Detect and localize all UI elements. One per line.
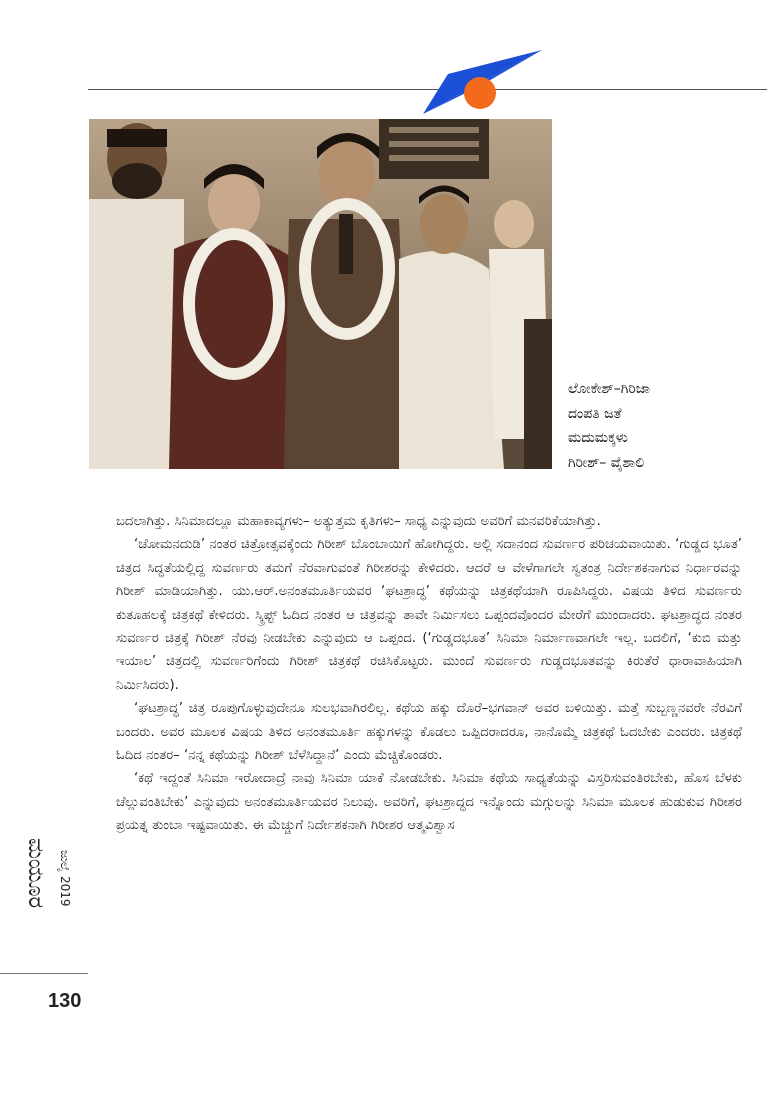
caption-line: ಲೋಕೇಶ್–ಗಿರಿಜಾ	[568, 381, 651, 397]
article-paragraph: ‘ಚೋಮನದುಡಿ’ ನಂತರ ಚಿತ್ರೋತ್ಸವಕ್ಕೆಂದು ಗಿರೀಶ್ ಬೊಂಬಾಯಿಗೆ ಹೋಗಿದ್ದರು. ಅಲ್ಲಿ ಸದಾನಂದ ಸುವರ್ಣರ ಪರಿಚಯವಾಯಿತು. ‘ಗುಡ್ಡದ ಭೂತ’ ಚಿತ್ರದ ಸಿದ್ಧತೆಯಲ್ಲಿದ್ದ ಸುವರ್ಣರು ತಮಗೆ ನೆರವಾಗುವಂತೆ ಗಿರೀಶರನ್ನು ಕೇಳಿದರು. ಆದರೆ ಆ ವೇಳೆಗಾಗಲೇ ಸ್ವತಂತ್ರ ನಿರ್ದೇಶಕನಾಗುವ ನಿರ್ಧಾರವನ್ನು ಗಿರೀಶ್ ಮಾಡಿಯಾಗಿತ್ತು. ಯು.ಆರ್.ಅನಂತಮೂರ್ತಿಯವರ ‘ಘಟಶ್ರಾದ್ಧ’ ಕಥೆಯನ್ನು ಚಿತ್ರಕಥೆಯಾಗಿ ರೂಪಿಸಿದ್ದರು. ವಿಷಯ ತಿಳಿದ ಸುವರ್ಣರು ಕುತೂಹಲಕ್ಕೆ ಚಿತ್ರಕಥೆ ಕೇಳಿದರು. ಸ್ಕ್ರಿಪ್ಟ್ ಓದಿದ ನಂತರ ಆ ಚಿತ್ರವನ್ನು ತಾವೇ ನಿರ್ಮಿಸಲು ಒಪ್ಪಂದವೊಂದರ ಮೇರೆಗೆ ಮುಂದಾದರು. ಘಟಶ್ರಾದ್ಧದ ನಂತರ ಸುವರ್ಣರ ಚಿತ್ರಕ್ಕೆ ಗಿರೀಶ್ ನೆರವು ನೀಡಬೇಕು ಎನ್ನುವುದು ಆ ಒಪ್ಪಂದ. (‘ಗುಡ್ಡದಭೂತ’ ಸಿನಿಮಾ ನಿರ್ಮಾಣವಾಗಲೇ ಇಲ್ಲ. ಬದಲಿಗೆ, ‘ಕುಬಿ ಮತ್ತು ಇಯಾಲ’ ಚಿತ್ರದಲ್ಲಿ ಸುವರ್ಣರಿಗೆಂದು ಗಿರೀಶ್ ಚಿತ್ರಕಥೆ ರಚಿಸಿಕೊಟ್ಟರು. ಮುಂದೆ ಸುವರ್ಣರು ಗುಡ್ಡದಭೂತವನ್ನು ಕಿರುತೆರೆ ಧಾರಾವಾಹಿಯಾಗಿ ನಿರ್ಮಿಸಿದರು).	[116, 537, 742, 693]
article-paragraph: ‘ಕಥೆ ಇದ್ದಂತೆ ಸಿನಿಮಾ ಇರೋದಾದ್ರೆ ನಾವು ಸಿನಿಮಾ ಯಾಕೆ ನೋಡಬೇಕು. ಸಿನಿಮಾ ಕಥೆಯ ಸಾಧ್ಯತೆಯನ್ನು ವಿಸ್ತರಿಸುವಂತಿರಬೇಕು, ಹೊಸ ಬೆಳಕು ಚೆಲ್ಲುವಂತಿಬೇಕು’ ಎನ್ನುವುದು ಅನಂತಮೂರ್ತಿಯವರ ನಿಲುವು. ಅವರಿಗೆ, ಘಟಶ್ರಾದ್ಧದ ಇನ್ನೊಂದು ಮಗ್ಗುಲನ್ನು ಸಿನಿಮಾ ಮೂಲಕ ಹುಡುಕುವ ಗಿರೀಶರ ಪ್ರಯತ್ನ ತುಂಬಾ ಇಷ್ಟವಾಯಿತು. ಈ ಮೆಚ್ಚುಗೆ ನಿರ್ದೇಶಕನಾಗಿ ಗಿರೀಶರ ಆತ್ಮವಿಶ್ವಾಸ	[116, 771, 742, 834]
article-paragraph: ‘ಘಟಶ್ರಾದ್ಧ’ ಚಿತ್ರ ರೂಪುಗೊಳ್ಳುವುದೇನೂ ಸುಲಭವಾಗಿರಲಿಲ್ಲ. ಕಥೆಯ ಹಕ್ಕು ದೊರೆ–ಭಗವಾನ್ ಅವರ ಬಳಿಯಿತ್ತು. ಮತ್ತೆ ಸುಬ್ಬಣ್ಣನವರೇ ನೆರವಿಗೆ ಬಂದರು. ಅವರ ಮೂಲಕ ವಿಷಯ ತಿಳಿದ ಅನಂತಮೂರ್ತಿ ಹಕ್ಕುಗಳನ್ನು ಕೊಡಲು ಒಪ್ಪಿದರಾದರೂ, ನಾನೊಮ್ಮೆ ಚಿತ್ರಕಥೆ ಓದಬೇಕು ಎಂದರು. ಚಿತ್ರಕಥೆ ಓದಿದ ನಂತರ– ‘ನನ್ನ ಕಥೆಯನ್ನು ಗಿರೀಶ್ ಬೆಳೆಸಿದ್ದಾನೆ’ ಎಂದು ಮೆಚ್ಚಿಕೊಂಡರು.	[116, 701, 742, 764]
article-body	[116, 510, 742, 838]
caption-line: ದಂಪತಿ ಜತೆ	[568, 405, 622, 422]
magazine-title: ಮಯೂರ	[23, 838, 48, 909]
wedding-photo-image	[89, 119, 552, 469]
magazine-logo-icon	[420, 46, 545, 118]
footer-rule	[0, 973, 88, 974]
article-paragraph: ಬದಲಾಗಿತ್ತು. ಸಿನಿಮಾದಲ್ಲೂ ಮಹಾಕಾವ್ಯಗಳು– ಅತ್ಯುತ್ತಮ ಕೃತಿಗಳು– ಸಾಧ್ಯ ಎನ್ನುವುದು ಅವರಿಗೆ ಮನವರಿಕೆಯಾಗಿತ್ತು.	[116, 514, 601, 529]
caption-line: ಮದುಮಕ್ಕಳು	[568, 430, 628, 446]
wedding-photo	[89, 119, 552, 469]
page-number: 130	[48, 990, 82, 1012]
caption-line: ಗಿರೀಶ್– ವೈಶಾಲಿ	[568, 454, 645, 471]
photo-caption	[568, 377, 758, 475]
issue-date: ಜುಲೈ 2019	[58, 850, 72, 907]
